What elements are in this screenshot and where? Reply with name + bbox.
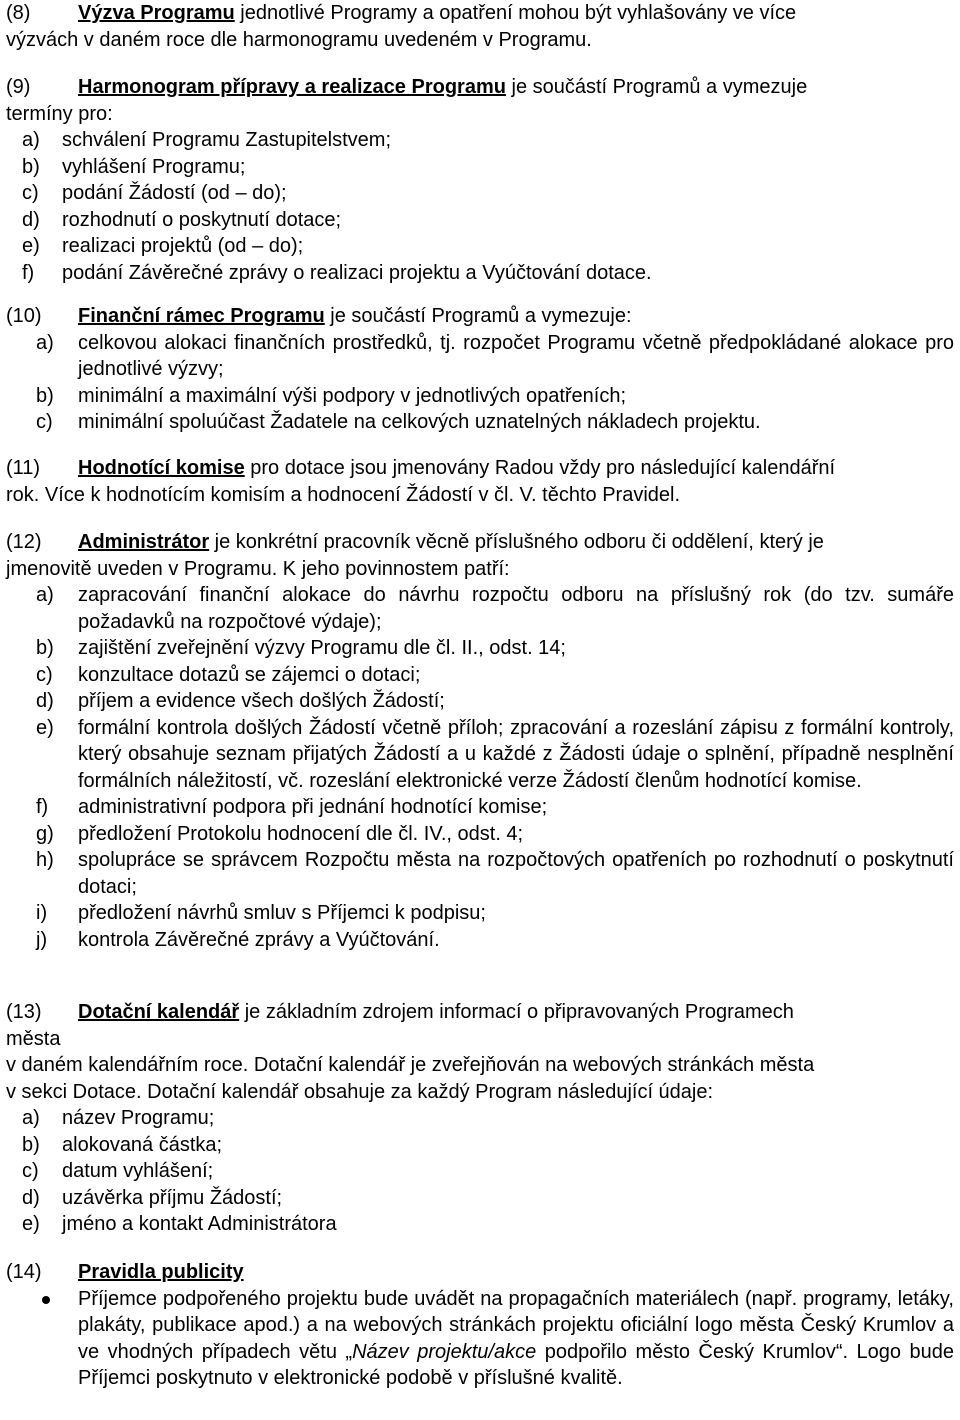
list-item bbox=[6, 127, 954, 154]
list-marker: d) bbox=[22, 208, 40, 231]
section-13-line1 bbox=[6, 999, 954, 1026]
list-marker: c) bbox=[22, 182, 39, 204]
list-item bbox=[6, 383, 954, 410]
section-number: (9) bbox=[6, 76, 31, 98]
section-12-list bbox=[6, 582, 954, 953]
list-text: podání Závěrečné zprávy o realizaci projektu a Vyúčtování dotace. bbox=[62, 261, 652, 284]
section-10 bbox=[6, 303, 954, 436]
section-8-line2: výzvách v daném roce dle harmonogramu uvedeném v Programu. bbox=[6, 28, 592, 51]
list-text: administrativní podpora při jednání hodnotící komise; bbox=[78, 796, 548, 818]
list-text: příjem a evidence všech došlých Žádostí; bbox=[78, 690, 445, 712]
list-marker: g) bbox=[36, 822, 54, 845]
section-title: Pravidla publicity bbox=[78, 1261, 244, 1283]
list-marker: i) bbox=[36, 902, 48, 924]
section-number: (12) bbox=[6, 531, 42, 553]
list-marker: a) bbox=[22, 1107, 40, 1129]
section-11 bbox=[6, 455, 954, 508]
list-item bbox=[6, 821, 954, 848]
list-item bbox=[6, 582, 954, 635]
list-item bbox=[6, 154, 954, 181]
list-marker: f) bbox=[36, 796, 49, 818]
list-item bbox=[6, 794, 954, 821]
list-item bbox=[6, 1158, 954, 1185]
list-item bbox=[6, 409, 954, 436]
list-item bbox=[6, 1211, 954, 1238]
list-marker: a) bbox=[22, 129, 40, 151]
list-text: vyhlášení Programu; bbox=[62, 155, 246, 178]
list-marker: c) bbox=[36, 411, 53, 433]
list-text: jméno a kontakt Administrátora bbox=[62, 1213, 337, 1235]
section-text: je součástí Programů a vymezuje: bbox=[324, 305, 632, 327]
section-text: je konkrétní pracovník věcně příslušného odboru či oddělení, který je bbox=[209, 531, 824, 553]
section-12 bbox=[6, 529, 954, 953]
list-text: formální kontrola došlých Žádostí včetně příloh; zpracování a rozeslání zápisu z formální kontroly, který obsahuje seznam přijatých Žádostí a u každé z Žádosti údaje o splnění, případně nesplnění formálních náležitostí, vč. rozeslání elektronické verze Žádostí členům hodnotící komise. bbox=[78, 716, 954, 792]
section-13-line4: v sekci Dotace. Dotační kalendář obsahuje za každý Program následující údaje: bbox=[6, 1080, 714, 1103]
list-marker: a) bbox=[36, 584, 54, 606]
section-text: je základním zdrojem informací o připravovaných Programech bbox=[239, 1001, 794, 1023]
section-12-line2: jmenovitě uveden v Programu. K jeho povinnostem patří: bbox=[6, 557, 510, 580]
list-text: minimální a maximální výši podpory v jednotlivých opatřeních; bbox=[78, 384, 627, 407]
list-text: podání Žádostí (od – do); bbox=[62, 182, 287, 204]
list-text: schválení Programu Zastupitelstvem; bbox=[62, 129, 392, 151]
list-item bbox=[6, 1185, 954, 1212]
section-title: Hodnotící komise bbox=[78, 457, 245, 479]
section-number: (13) bbox=[6, 1001, 42, 1023]
list-item bbox=[6, 635, 954, 662]
bullet-text-end: podpořilo město Český Krumlov“. Logo bude Příjemci poskytnuto v elektronické podobě v příslušné kvalitě. bbox=[78, 1340, 954, 1389]
list-item bbox=[6, 330, 954, 383]
list-item bbox=[6, 180, 954, 207]
list-marker: b) bbox=[36, 637, 54, 659]
list-marker: c) bbox=[36, 663, 53, 686]
section-13 bbox=[6, 999, 954, 1238]
section-title: Výzva Programu bbox=[78, 2, 235, 24]
list-text: realizaci projektů (od – do); bbox=[62, 235, 304, 257]
section-title: Finanční rámec Programu bbox=[78, 305, 325, 327]
section-14 bbox=[6, 1259, 954, 1392]
section-text: je součástí Programů a vymezuje bbox=[505, 76, 808, 98]
list-text: kontrola Závěrečné zprávy a Vyúčtování. bbox=[78, 928, 440, 951]
list-text: celkovou alokaci finančních prostředků, tj. rozpočet Programu včetně předpokládané alokace pro jednotlivé výzvy; bbox=[78, 331, 954, 380]
list-text: alokovaná částka; bbox=[62, 1133, 223, 1156]
list-item bbox=[6, 927, 954, 954]
list-marker: b) bbox=[22, 155, 40, 178]
list-item bbox=[6, 260, 954, 287]
section-10-list bbox=[6, 330, 954, 436]
section-9-line2: termíny pro: bbox=[6, 102, 113, 125]
list-item bbox=[6, 688, 954, 715]
list-text: rozhodnutí o poskytnutí dotace; bbox=[62, 208, 342, 231]
section-9-line1 bbox=[6, 74, 954, 101]
section-title: Harmonogram přípravy a realizace Programu bbox=[78, 76, 506, 98]
section-text: jednotlivé Programy a opatření mohou být vyhlašovány ve více bbox=[234, 2, 797, 24]
section-title: Dotační kalendář bbox=[78, 1001, 240, 1023]
section-number: (11) bbox=[6, 457, 41, 479]
section-title: Administrátor bbox=[78, 531, 210, 553]
publicity-bullet-item bbox=[6, 1286, 954, 1392]
list-text: zajištění zveřejnění výzvy Programu dle čl. II., odst. 14; bbox=[78, 637, 566, 659]
list-item bbox=[6, 233, 954, 260]
list-marker: e) bbox=[22, 235, 40, 257]
section-number: (14) bbox=[6, 1261, 42, 1283]
list-item bbox=[6, 715, 954, 795]
section-11-line2: rok. Více k hodnotícím komisím a hodnocení Žádostí v čl. V. těchto Pravidel. bbox=[6, 483, 681, 506]
list-item bbox=[6, 900, 954, 927]
section-13-list bbox=[6, 1105, 954, 1238]
list-marker: b) bbox=[22, 1133, 40, 1156]
list-text: předložení návrhů smluv s Příjemci k podpisu; bbox=[78, 902, 486, 924]
list-marker: f) bbox=[22, 261, 35, 284]
list-text: minimální spoluúčast Žadatele na celkových uznatelných nákladech projektu. bbox=[78, 411, 761, 433]
list-text: předložení Protokolu hodnocení dle čl. IV., odst. 4; bbox=[78, 822, 524, 845]
list-marker: j) bbox=[36, 928, 48, 951]
section-11-line1 bbox=[6, 455, 954, 482]
list-marker: e) bbox=[22, 1213, 40, 1235]
list-text: uzávěrka příjmu Žádostí; bbox=[62, 1186, 283, 1209]
section-12-line1 bbox=[6, 529, 954, 556]
section-8 bbox=[6, 0, 954, 53]
list-item bbox=[6, 1132, 954, 1159]
list-text: datum vyhlášení; bbox=[62, 1160, 214, 1182]
section-number: (10) bbox=[6, 305, 42, 327]
section-13-line2: města bbox=[6, 1027, 61, 1050]
list-item bbox=[6, 207, 954, 234]
list-item bbox=[6, 1105, 954, 1132]
list-text: zapracování finanční alokace do návrhu rozpočtu odboru na příslušný rok (do tzv. sumáře požadavků na rozpočtové výdaje); bbox=[78, 584, 954, 633]
list-marker: d) bbox=[36, 690, 54, 712]
section-number: (8) bbox=[6, 2, 31, 24]
section-text: pro dotace jsou jmenovány Radou vždy pro následující kalendářní bbox=[244, 457, 836, 479]
list-text: konzultace dotazů se zájemci o dotaci; bbox=[78, 663, 421, 686]
list-item bbox=[6, 662, 954, 689]
section-13-line3: v daném kalendářním roce. Dotační kalendář je zveřejňován na webových stránkách města bbox=[6, 1054, 815, 1076]
bullet-icon bbox=[42, 1296, 50, 1304]
section-9-list bbox=[6, 127, 954, 286]
list-marker: d) bbox=[22, 1186, 40, 1209]
bullet-text-start: Příjemce podpořeného projektu bude uvádět na propagačních materiálech (např. programy, letáky, plakáty, publikace apod.) a na webových stránkách projektu oficiální logo města Český Krumlov a ve vhodných případech větu „ bbox=[78, 1287, 954, 1363]
list-marker: h) bbox=[36, 849, 54, 871]
list-marker: c) bbox=[22, 1160, 39, 1182]
list-item bbox=[6, 847, 954, 900]
bullet-text-italic: Název projektu/akce bbox=[352, 1340, 537, 1363]
list-marker: b) bbox=[36, 384, 54, 407]
section-8-line1 bbox=[6, 0, 954, 27]
list-marker: e) bbox=[36, 716, 54, 739]
list-text: název Programu; bbox=[62, 1107, 215, 1129]
list-text: spolupráce se správcem Rozpočtu města na rozpočtových opatřeních po rozhodnutí o poskytnutí dotaci; bbox=[78, 849, 954, 898]
section-14-line1 bbox=[6, 1259, 954, 1286]
section-9 bbox=[6, 74, 954, 286]
section-10-line1 bbox=[6, 303, 954, 330]
list-marker: a) bbox=[36, 331, 54, 354]
